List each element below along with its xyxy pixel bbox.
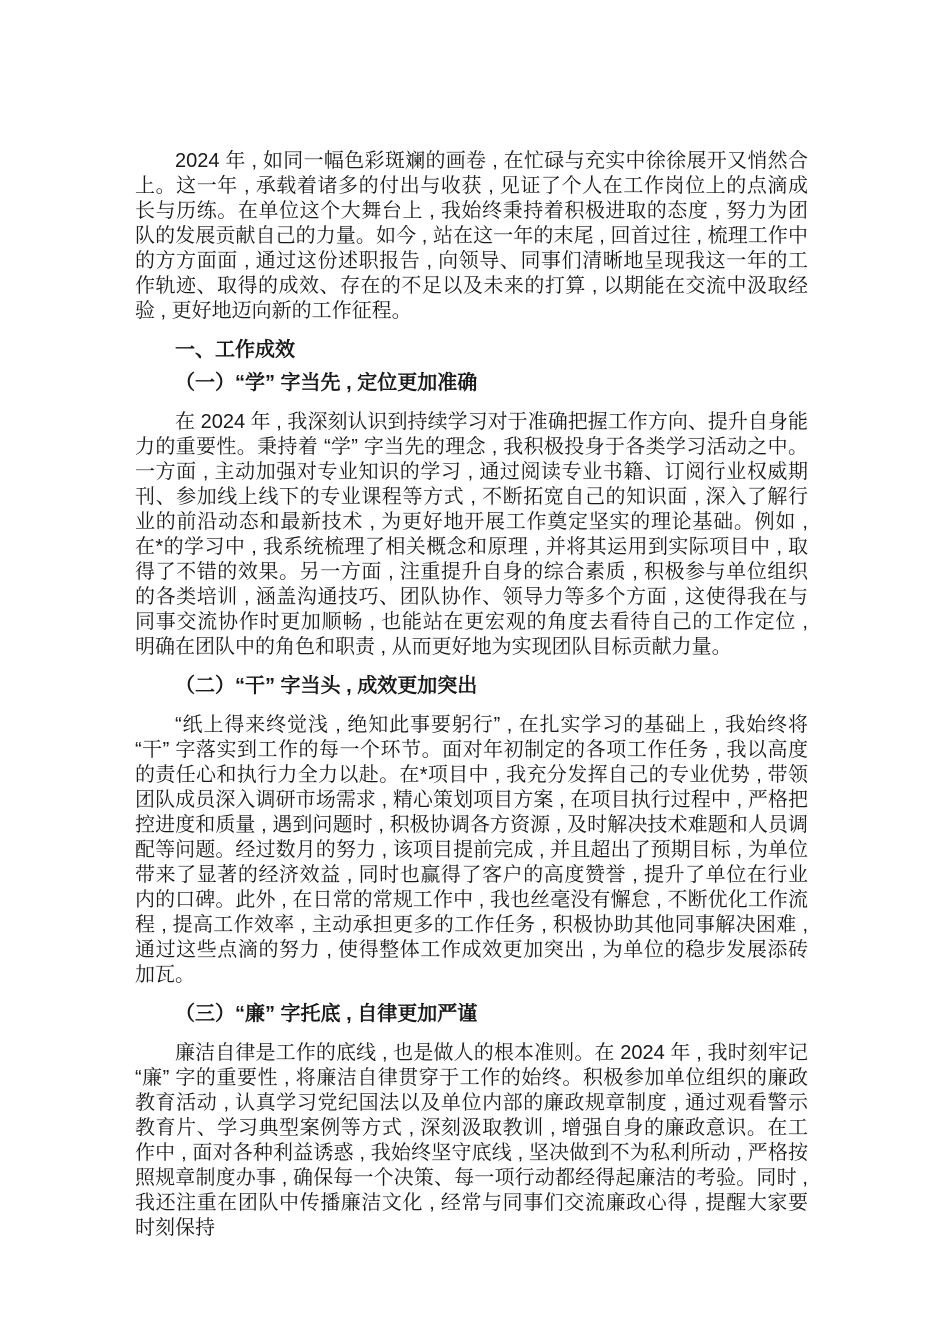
- paragraph-doing-first: “纸上得来终觉浅 , 绝知此事要躬行” , 在扎实学习的基础上 , 我始终将 “干” 字落实到工作的每一个环节。面对年初制定的各项工作任务 , 我以高度的责任心和执行力全力以赴。在*项目中 , 我充分发挥自己的专业优势 , 带领团队成员深入调研市场需求 , 精心策划项目方案 , 在项目执行过程中 , 严格把控进度和质量 , 遇到问题时 , 积极协调各方资源 , 及时解决技术难题和人员调配等问题。经过数月的努力 , 该项目提前完成 , 并且超出了预期目标 , 为单位带来了显著的经济效益 , 同时也赢得了客户的高度赞誉 , 提升了单位在行业内的口碑。此外 , 在日常的常规工作中 , 我也丝毫没有懈怠 , 不断优化工作流程 , 提高工作效率 , 主动承担更多的工作任务 , 积极协助其他同事解决困难 , 通过这些点滴的努力 , 使得整体工作成效更加突出 , 为单位的稳步发展添砖加瓦。: [135, 714, 808, 986]
- subsection-heading-doing-first: （二）“干” 字当头 , 成效更加突出: [175, 675, 478, 697]
- subsection-heading-integrity: （三）“廉” 字托底 , 自律更加严谨: [175, 1003, 478, 1025]
- subsection-heading-learning-first: （一）“学” 字当先 , 定位更加准确: [175, 372, 478, 394]
- paragraph-learning-first: 在 2024 年 , 我深刻认识到持续学习对于准确把握工作方向、提升自身能力的重要性。秉持着 “学” 字当先的理念 , 我积极投身于各类学习活动之中。一方面 , 主动加强对专业知识的学习 , 通过阅读专业书籍、订阅行业权威期刊、参加线上线下的专业课程等方式 , 不断拓宽自己的知识面 , 深入了解行业的前沿动态和最新技术 , 为更好地开展工作奠定坚实的理论基础。例如 , 在*的学习中 , 我系统梳理了相关概念和原理 , 并将其运用到实际项目中 , 取得了不错的效果。另一方面 , 注重提升自身的综合素质 , 积极参与单位组织的各类培训 , 涵盖沟通技巧、团队协作、领导力等多个方面 , 这使得我在与同事交流协作时更加顺畅 , 也能站在更宏观的角度去看待自己的工作定位 , 明确在团队中的角色和职责 , 从而更好地为实现团队目标贡献力量。: [135, 411, 808, 658]
- intro-paragraph: 2024 年 , 如同一幅色彩斑斓的画卷 , 在忙碌与充实中徐徐展开又悄然合上。这一年 , 承载着诸多的付出与收获 , 见证了个人在工作岗位上的点滴成长与历练。在单位这个大舞台上 , 我始终秉持着积极进取的态度 , 努力为团队的发展贡献自己的力量。如今 , 站在这一年的末尾 , 回首过往 , 梳理工作中的方方面面 , 通过这份述职报告 , 向领导、同事们清晰地呈现我这一年的工作轨迹、取得的成效、存在的不足以及未来的打算 , 以期能在交流中汲取经验 , 更好地迈向新的工作征程。: [135, 150, 808, 322]
- paragraph-integrity: 廉洁自律是工作的底线 , 也是做人的根本准则。在 2024 年 , 我时刻牢记 “廉” 字的重要性 , 将廉洁自律贯穿于工作的始终。积极参加单位组织的廉政教育活动 , 认真学习党纪国法以及单位内部的廉政规章制度 , 通过观看警示教育片、学习典型案例等方式 , 深刻汲取教训 , 增强自身的廉政意识。在工作中 , 面对各种利益诱惑 , 我始终坚守底线 , 坚决做到不为私利所动 , 严格按照规章制度办事 , 确保每一个决策、每一项行动都经得起廉洁的考验。同时 , 我还注重在团队中传播廉洁文化 , 经常与同事们交流廉政心得 , 提醒大家要时刻保持: [135, 1042, 808, 1239]
- section-heading-work-achievements: 一、工作成效: [175, 339, 295, 361]
